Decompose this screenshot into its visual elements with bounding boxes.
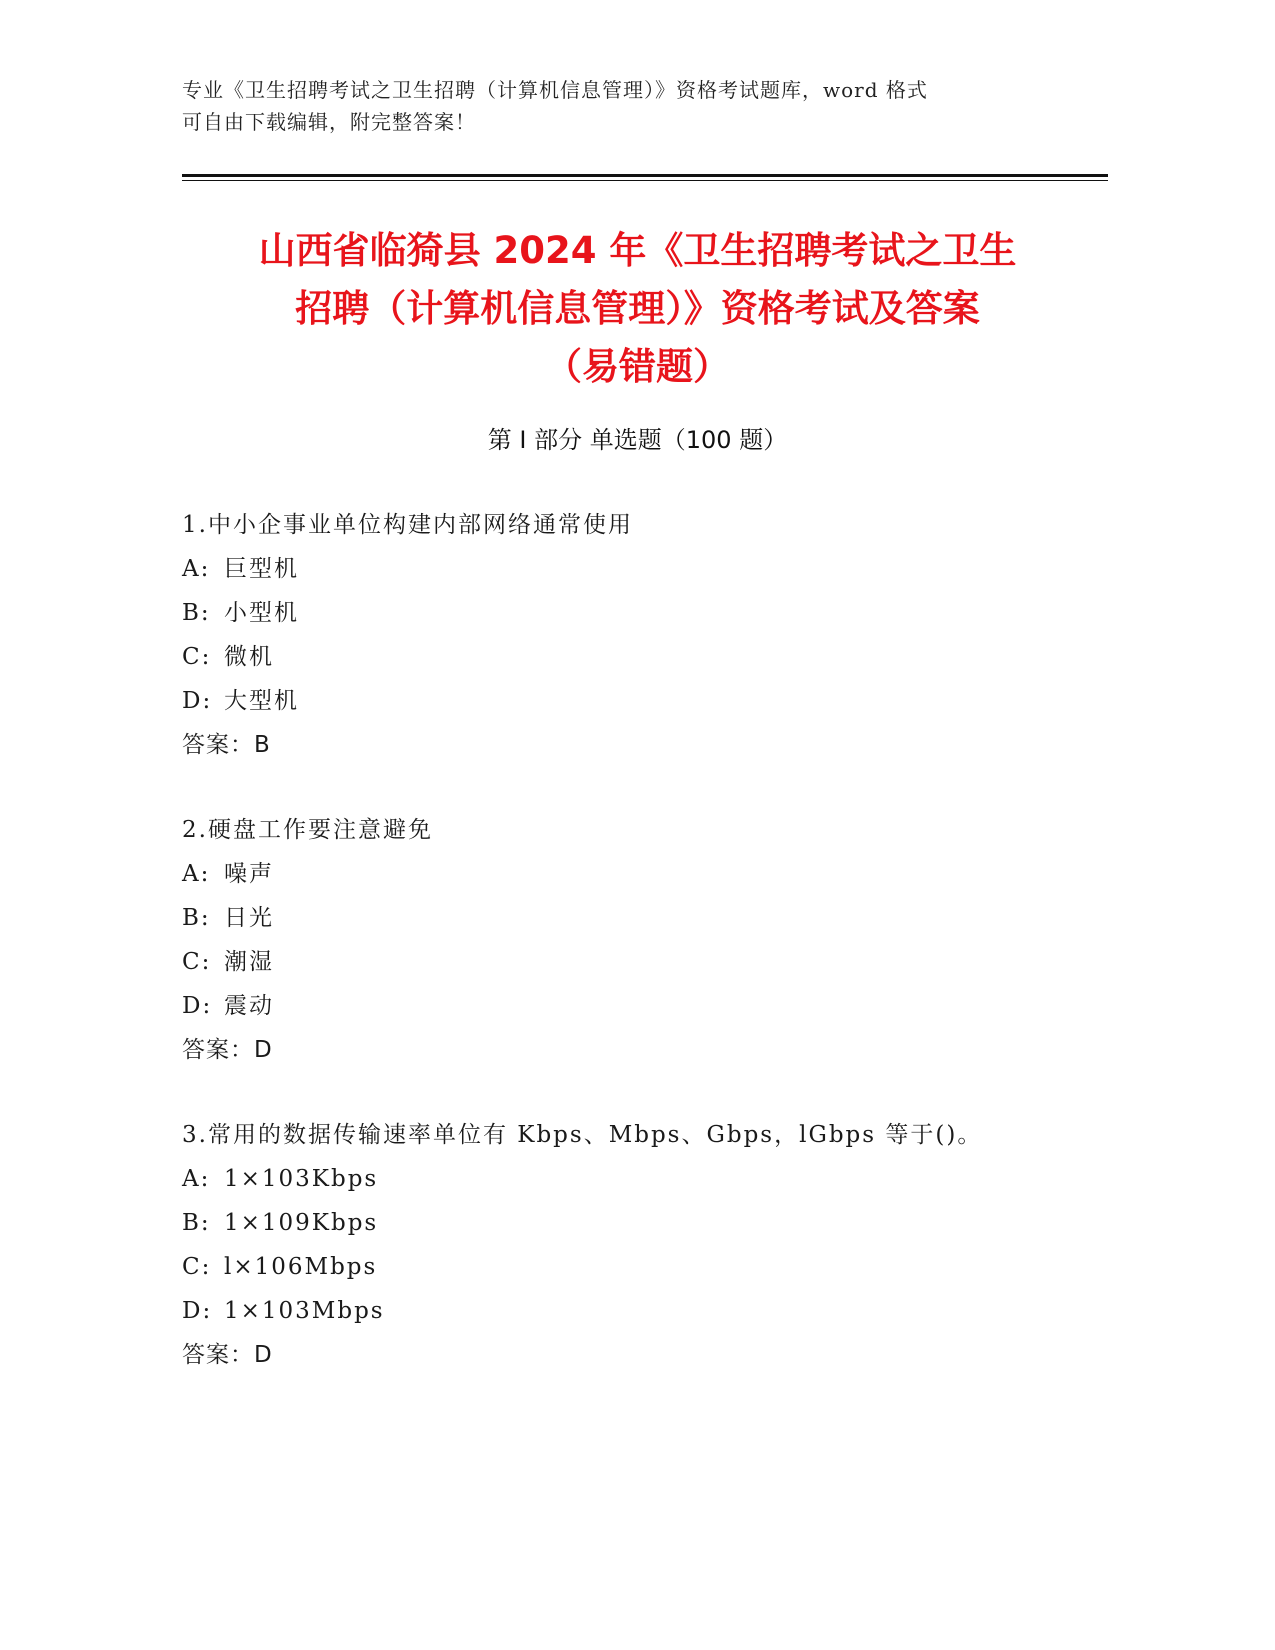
header-divider-thin <box>182 180 1108 181</box>
option-d <box>182 679 1182 723</box>
option-text: 噪声 <box>224 861 274 887</box>
header-divider-thick <box>182 174 1108 177</box>
option-text: 大型机 <box>224 688 299 714</box>
option-text: 日光 <box>224 905 274 931</box>
option-text: l×106Mbps <box>224 1254 378 1280</box>
document-title-line-2: 招聘（计算机信息管理）》资格考试及答案 <box>295 287 980 330</box>
answer-line: 答案：B <box>182 732 271 758</box>
option-key: D: <box>182 1298 213 1324</box>
option-a <box>182 547 1182 591</box>
option-text: 1×109Kbps <box>224 1210 379 1236</box>
option-text: 1×103Mbps <box>224 1298 385 1324</box>
answer-line: 答案：D <box>182 1342 273 1368</box>
document-title-line-3: （易错题） <box>545 345 730 388</box>
option-key: B: <box>182 1210 211 1236</box>
option-key: C: <box>182 949 212 975</box>
option-b <box>182 1201 1182 1245</box>
option-b <box>182 896 1182 940</box>
option-a <box>182 852 1182 896</box>
header-note-line-1: 专业《卫生招聘考试之卫生招聘（计算机信息管理）》资格考试题库，word 格式 <box>182 78 928 102</box>
option-b <box>182 591 1182 635</box>
option-key: B: <box>182 600 211 626</box>
option-key: A: <box>182 1166 211 1192</box>
option-key: C: <box>182 644 212 670</box>
option-text: 小型机 <box>224 600 299 626</box>
option-text: 巨型机 <box>224 556 299 582</box>
option-text: 潮湿 <box>224 949 274 975</box>
option-key: C: <box>182 1254 212 1280</box>
option-key: B: <box>182 905 211 931</box>
document-title <box>150 222 1125 396</box>
option-text: 微机 <box>224 644 274 670</box>
option-d <box>182 984 1182 1028</box>
option-c <box>182 1245 1182 1289</box>
section-title: 第 I 部分 单选题（100 题） <box>487 426 788 454</box>
question-item <box>182 503 1182 767</box>
question-item <box>182 808 1182 1072</box>
document-title-line-1: 山西省临猗县 2024 年《卫生招聘考试之卫生 <box>258 229 1017 272</box>
header-note <box>182 74 1062 138</box>
option-d <box>182 1289 1182 1333</box>
option-key: D: <box>182 688 213 714</box>
option-a <box>182 1157 1182 1201</box>
option-text: 震动 <box>224 993 274 1019</box>
option-key: D: <box>182 993 213 1019</box>
option-key: A: <box>182 861 211 887</box>
option-text: 1×103Kbps <box>224 1166 379 1192</box>
question-stem: 1.中小企事业单位构建内部网络通常使用 <box>182 512 633 538</box>
option-c <box>182 635 1182 679</box>
option-c <box>182 940 1182 984</box>
question-stem: 3.常用的数据传输速率单位有 Kbps、Mbps、Gbps，lGbps 等于()。 <box>182 1122 983 1148</box>
question-stem: 2.硬盘工作要注意避免 <box>182 817 433 843</box>
answer-line: 答案：D <box>182 1037 273 1063</box>
question-item <box>182 1113 1182 1377</box>
option-key: A: <box>182 556 211 582</box>
header-note-line-2: 可自由下载编辑，附完整答案！ <box>182 110 476 134</box>
